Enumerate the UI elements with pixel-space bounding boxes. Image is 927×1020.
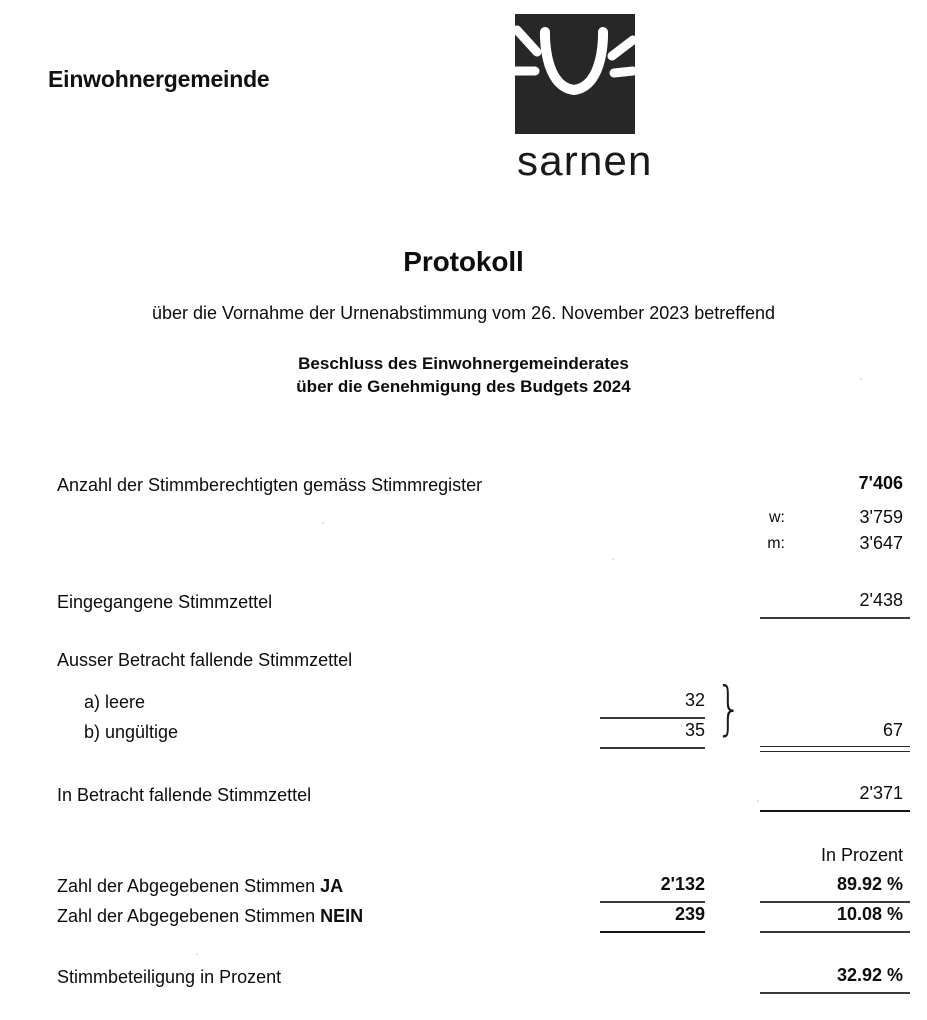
eligible-female-label: w: — [769, 509, 785, 526]
vote-yes-count-rule — [600, 901, 705, 903]
considered-ballots-label: In Betracht fallende Stimmzettel — [57, 785, 312, 805]
excluded-item-b-label: b) ungültige — [84, 722, 179, 742]
document-subject — [0, 353, 927, 399]
vote-yes-label-emphasis: JA — [320, 876, 344, 896]
excluded-item-b-rule — [600, 747, 705, 749]
scan-speckle — [860, 378, 862, 380]
logo-block — [515, 14, 653, 184]
logo-wordmark: sarnen — [517, 137, 653, 184]
considered-ballots-rule — [760, 810, 910, 812]
received-ballots-rule — [760, 617, 910, 619]
vote-no-percent-rule — [760, 931, 910, 933]
scan-speckle — [612, 558, 614, 560]
excluded-item-a-value: 32 — [684, 690, 705, 710]
turnout-rule — [760, 992, 910, 994]
vote-no-label-emphasis: NEIN — [320, 906, 364, 926]
organisation-title: Einwohnergemeinde — [48, 66, 270, 92]
percent-column-header: In Prozent — [820, 845, 903, 865]
excluded-ballots-label: Ausser Betracht fallende Stimmzettel — [57, 650, 353, 670]
turnout-value: 32.92 % — [836, 965, 903, 985]
received-ballots-value: 2'438 — [859, 590, 903, 610]
excluded-sum-value: 67 — [882, 720, 903, 740]
eligible-male-value: 3'647 — [859, 533, 903, 553]
document-subject-line-1: Beschluss des Einwohnergemeinderates — [298, 354, 629, 373]
vote-yes-label — [57, 876, 343, 897]
scan-speckle — [322, 522, 324, 524]
eligible-male-label: m: — [767, 535, 785, 552]
vote-no-count: 239 — [674, 904, 705, 924]
eligible-voters-total: 7'406 — [858, 473, 903, 493]
vote-no-label-prefix: Zahl der Abgegebenen Stimmen — [57, 906, 321, 926]
vote-no-label — [57, 906, 363, 927]
excluded-item-a-label: a) leere — [84, 692, 146, 712]
considered-ballots-value: 2'371 — [859, 783, 903, 803]
page-title: Protokoll — [403, 246, 524, 277]
vote-yes-count: 2'132 — [660, 874, 705, 894]
vote-no-count-rule — [600, 931, 705, 933]
document-subtitle: über die Vornahme der Urnenabstimmung vom 26. November 2023 betreffend — [151, 303, 776, 323]
vote-yes-percent-rule — [760, 901, 910, 903]
eligible-voters-label: Anzahl der Stimmberechtigten gemäss Stimmregister — [57, 475, 483, 495]
vote-no-percent: 10.08 % — [836, 904, 903, 924]
excluded-item-a-rule — [600, 717, 705, 719]
sarnen-coat-of-arms-icon — [515, 14, 635, 134]
scan-speckle — [196, 953, 198, 955]
scan-speckle — [757, 800, 759, 802]
document-subject-line-2: über die Genehmigung des Budgets 2024 — [296, 376, 631, 396]
vote-yes-label-prefix: Zahl der Abgegebenen Stimmen — [57, 876, 321, 896]
excluded-item-b-value: 35 — [684, 720, 705, 740]
excluded-sum-rule — [760, 746, 910, 752]
brace-icon: } — [716, 674, 742, 742]
vote-yes-percent: 89.92 % — [836, 874, 903, 894]
turnout-label: Stimmbeteiligung in Prozent — [57, 967, 282, 987]
eligible-female-value: 3'759 — [859, 507, 903, 527]
received-ballots-label: Eingegangene Stimmzettel — [57, 592, 273, 612]
